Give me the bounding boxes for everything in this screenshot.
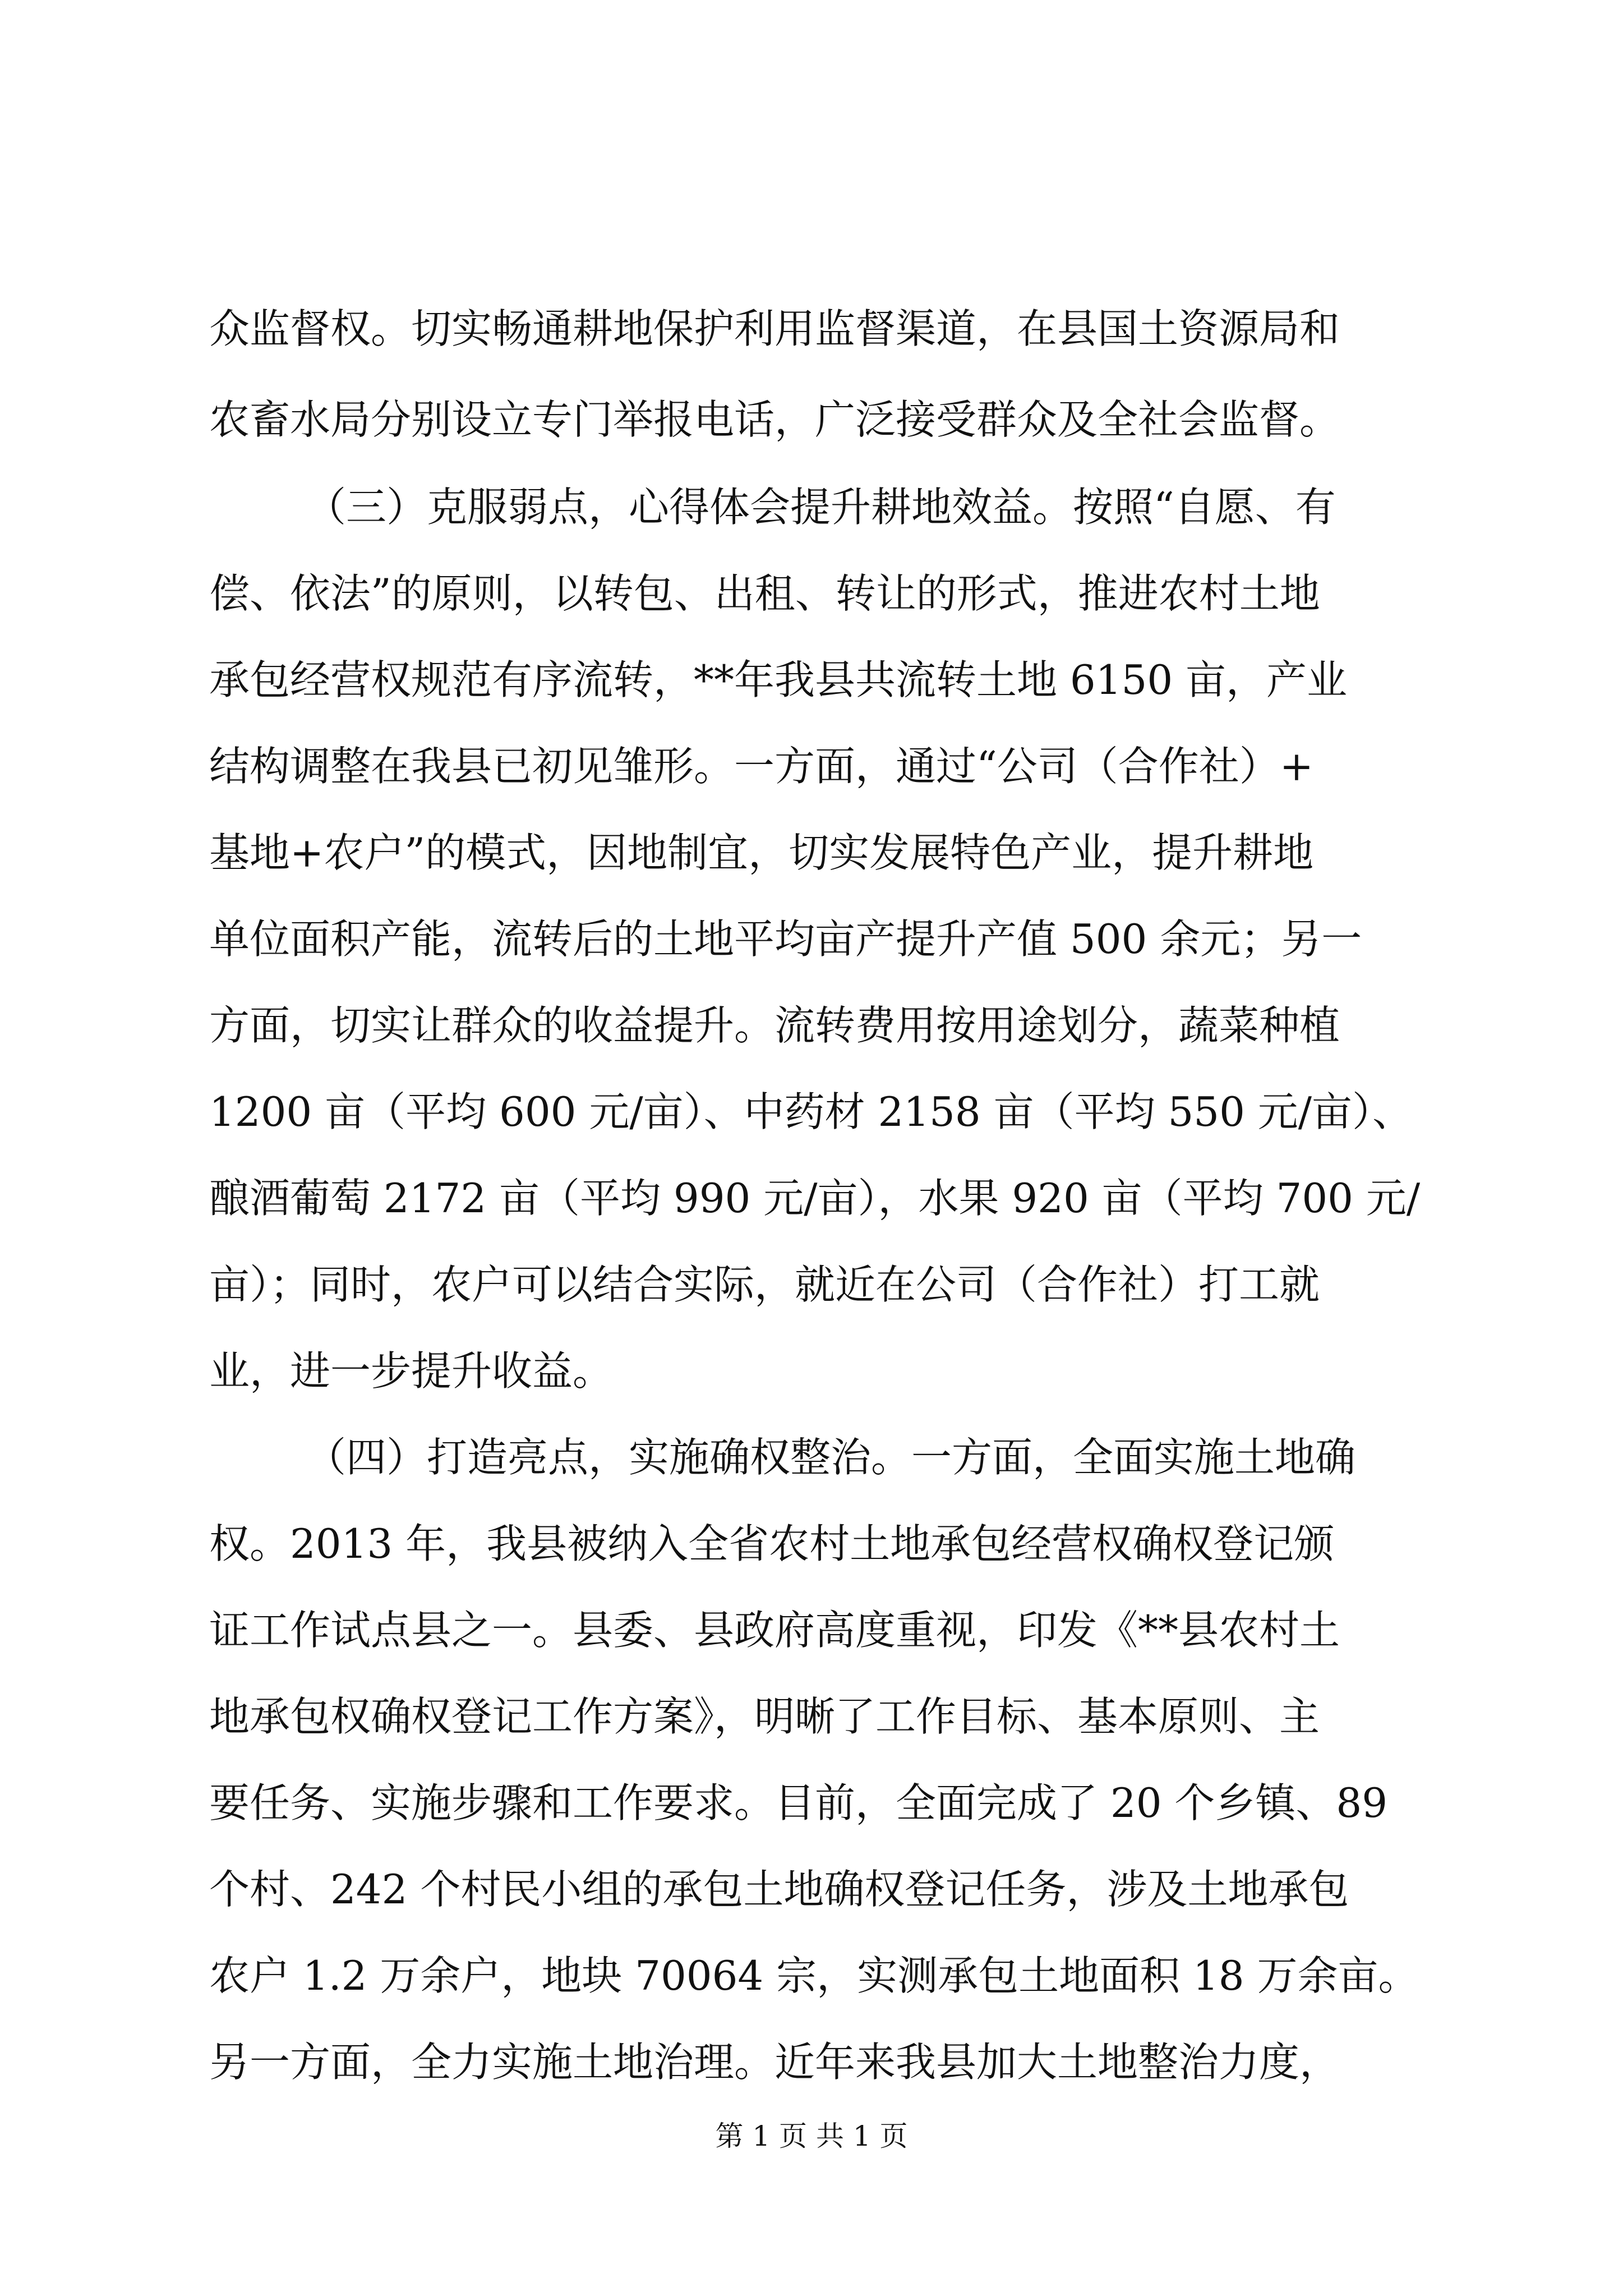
text-line: 地承包权确权登记工作方案》，明晰了工作目标、基本原则、主 — [209, 1693, 1320, 1740]
text-line: 另一方面，全力实施土地治理。近年来我县加大土地整治力度， — [209, 2039, 1340, 2086]
text-line: 基地+农户”的模式，因地制宜，切实发展特色产业，提升耕地 — [209, 829, 1314, 876]
text-line: 结构调整在我县已初见雏形。一方面，通过“公司（合作社）+ — [209, 743, 1314, 790]
text-line: （三）克服弱点，心得体会提升耕地效益。按照“自愿、有 — [306, 484, 1336, 531]
page-number-footer: 第 1 页 共 1 页 — [715, 2120, 908, 2152]
text-line: 要任务、实施步骤和工作要求。目前，全面完成了 20 个乡镇、89 — [209, 1779, 1388, 1826]
text-line: 偿、依法”的原则，以转包、出租、转让的形式，推进农村土地 — [209, 570, 1320, 617]
text-line: 个村、242 个村民小组的承包土地确权登记任务，涉及土地承包 — [209, 1866, 1349, 1913]
text-line: 亩）；同时，农户可以结合实际，就近在公司（合作社）打工就 — [209, 1261, 1320, 1308]
text-line: 权。2013 年，我县被纳入全省农村土地承包经营权确权登记颁 — [209, 1520, 1335, 1567]
text-line: 方面，切实让群众的收益提升。流转费用按用途划分，蔬菜种植 — [209, 1002, 1340, 1049]
text-line: （四）打造亮点，实施确权整治。一方面，全面实施土地确 — [306, 1434, 1356, 1481]
text-line: 单位面积产能，流转后的土地平均亩产提升产值 500 余元；另一 — [209, 915, 1362, 963]
text-line: 承包经营权规范有序流转，**年我县共流转土地 6150 亩，产业 — [209, 656, 1348, 703]
text-line: 业，进一步提升收益。 — [209, 1347, 614, 1395]
text-line: 农户 1.2 万余户，地块 70064 宗，实测承包土地面积 18 万余亩。 — [209, 1952, 1419, 1999]
text-line: 酿酒葡萄 2172 亩（平均 990 元/亩），水果 920 亩（平均 700 元/ — [209, 1175, 1421, 1222]
text-line: 1200 亩（平均 600 元/亩）、中药材 2158 亩（平均 550 元/亩）、 — [209, 1088, 1413, 1135]
text-line: 证工作试点县之一。县委、县政府高度重视，印发《**县农村土 — [209, 1607, 1340, 1654]
text-line: 众监督权。切实畅通耕地保护利用监督渠道，在县国土资源局和 — [209, 305, 1340, 352]
text-line: 农畜水局分别设立专门举报电话，广泛接受群众及全社会监督。 — [209, 396, 1340, 443]
